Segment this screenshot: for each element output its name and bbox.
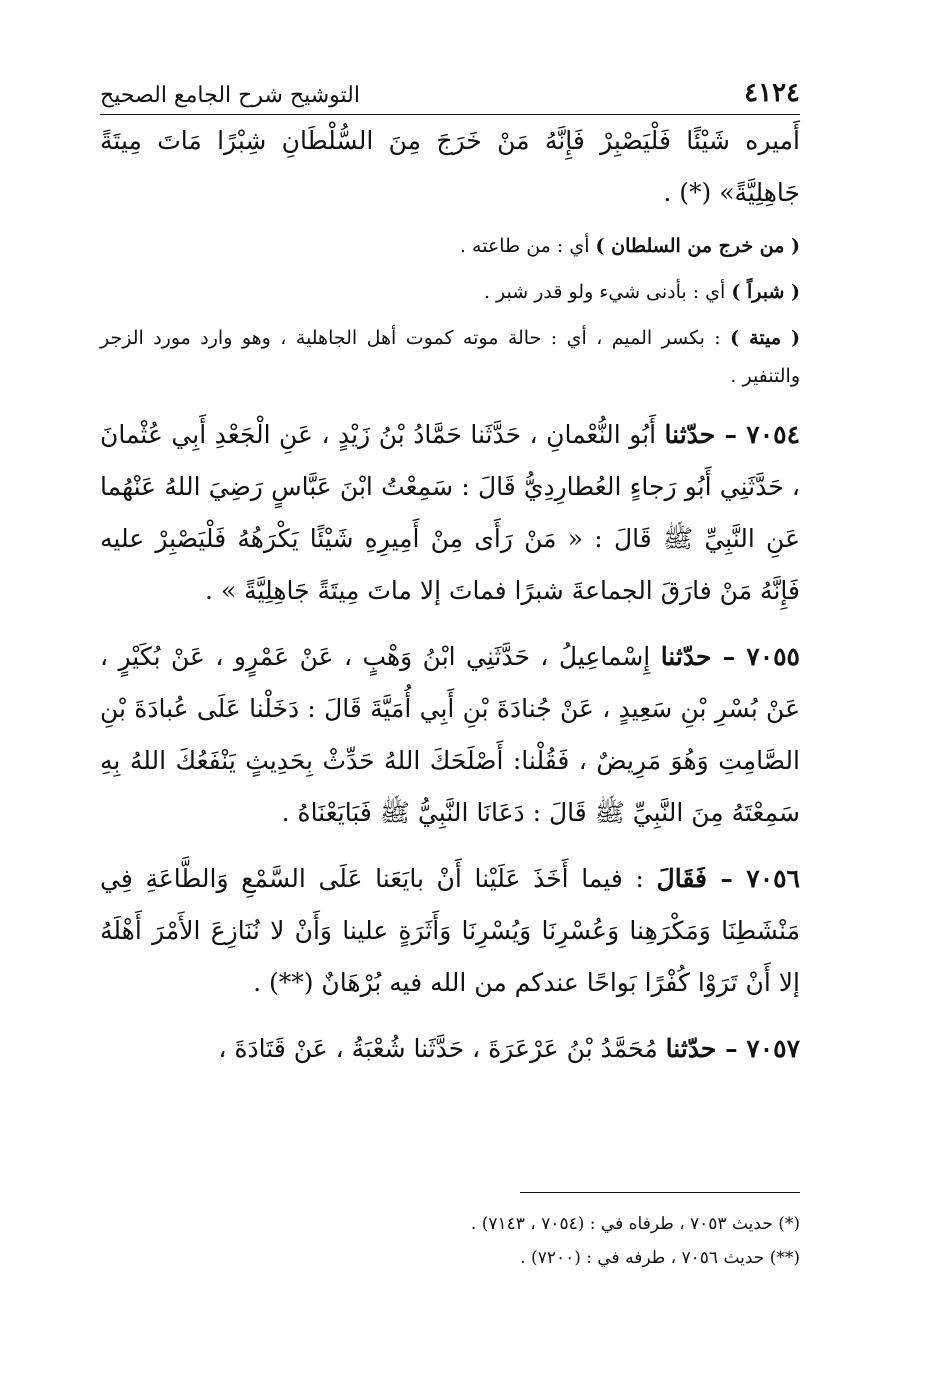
- hadith-lead: حدّثنا: [660, 642, 723, 671]
- hadith-number: ٧٠٥٦ –: [720, 864, 800, 893]
- running-title: التوشيح شرح الجامع الصحيح: [100, 83, 360, 108]
- commentary-note: [100, 227, 800, 265]
- note-text: أي : من طاعته .: [459, 235, 596, 257]
- hadith-paragraph: [100, 631, 800, 839]
- hadith-lead: فَقَالَ: [656, 864, 721, 893]
- footnotes: [100, 1192, 800, 1275]
- hadith-lead: حدّثنا: [665, 1034, 726, 1063]
- hadith-paragraph: [100, 853, 800, 1009]
- hadith-number: ٧٠٥٧ –: [725, 1034, 800, 1063]
- commentary-note: [100, 273, 800, 311]
- hadith-paragraph: [100, 1023, 800, 1075]
- hadith-paragraph: [100, 409, 800, 617]
- hadith-number: ٧٠٥٥ –: [722, 642, 800, 671]
- footnote-divider: [520, 1192, 800, 1193]
- note-text: : بكسر الميم ، أي : حالة موته كموت أهل الجاهلية ، وهو وارد مورد الزجر والتنفير .: [100, 327, 800, 387]
- footnote: (**) حديث ٧٠٥٦ ، طرفه في : (٧٢٠٠) .: [520, 1248, 800, 1268]
- continuation-text: أَميره شَيْئًا فَلْيَصْبِرْ فَإِنَّهُ مَنْ خَرَجَ مِنَ السُّلْطَانِ شِبْرًا مَاتَ مِيتَةً جَاهِلِيَّةً» (*) .: [100, 126, 800, 207]
- commentary-note: [100, 319, 800, 395]
- hadith-number: ٧٠٥٤ –: [724, 420, 800, 449]
- page-number: ٤١٢٤: [744, 78, 800, 108]
- hadith-text: مُحَمَّدُ بْنُ عَرْعَرَةَ ، حَدَّثَنا شُعْبَةُ ، عَنْ قَتَادَةَ ،: [218, 1034, 666, 1063]
- note-text: أي : بأدنى شيء ولو قدر شبر .: [483, 281, 732, 303]
- page-body: [100, 78, 800, 1075]
- hadith-text: أَبُو النُّعْمانِ ، حَدَّثَنا حَمَّادُ بْنُ زَيْدٍ ، عَنِ الْجَعْدِ أَبِي عُثْمانَ ، حَدَّثَنِي أَبُو رَجاءٍ العُطارِدِيُّ قَالَ : سَمِعْتُ ابْنَ عَبَّاسٍ رَضِيَ اللهُ عَنْهُما عَنِ النَّبِيِّ ﷺ قَالَ : « مَنْ رَأَى مِنْ أَمِيرِهِ شَيْئًا يَكْرَهُهُ فَلْيَصْبِرْ عليه فَإِنَّهُ مَنْ فارَقَ الجماعةَ شبرًا فماتَ إلا ماتَ مِيتَةً جَاهِلِيَّةً » .: [100, 420, 800, 605]
- note-term: ( من خرج من السلطان ): [595, 235, 800, 257]
- note-term: ( شبراً ): [731, 281, 800, 303]
- running-header: [100, 78, 800, 115]
- hadith-text: إِسْماعِيلُ ، حَدَّثَنِي ابْنُ وَهْبٍ ، عَنْ عَمْرٍو ، عَنْ بُكَيْرٍ ، عَنْ بُسْرِ بْنِ سَعِيدٍ ، عَنْ جُنادَةَ بْنِ أَبِي أُمَيَّةَ قَالَ : دَخَلْنا عَلَى عُبادَةَ بْنِ الصَّامِتِ وَهُوَ مَرِيضٌ ، فَقُلْنا: أَصْلَحَكَ اللهُ حَدِّثْ بِحَدِيثٍ يَنْفَعُكَ اللهُ بِهِ سَمِعْتَهُ مِنَ النَّبِيِّ ﷺ قَالَ : دَعَانَا النَّبِيُّ ﷺ فَبَايَعْنَاهُ .: [100, 642, 800, 827]
- footnote: (*) حديث ٧٠٥٣ ، طرفاه في : (٧٠٥٤ ، ٧١٤٣) .: [470, 1214, 800, 1234]
- hadith-lead: حدّثنا: [664, 420, 725, 449]
- note-term: ( ميتة ): [730, 327, 800, 349]
- hadith-text: : فيما أَخَذَ عَلَيْنا أَنْ بايَعَنا عَلَى السَّمْعِ وَالطَّاعَةِ فِي مَنْشَطِنَا وَمَكْرَهِنا وَعُسْرِنَا وَيُسْرِنَا وَأَثَرَةٍ علينا وَأَنْ لا نُنَازِعَ الأَمْرَ أَهْلَهُ إلا أَنْ تَرَوْا كُفْرًا بَواحًا عندكم من الله فيه بُرْهَانٌ (**) .: [100, 864, 800, 997]
